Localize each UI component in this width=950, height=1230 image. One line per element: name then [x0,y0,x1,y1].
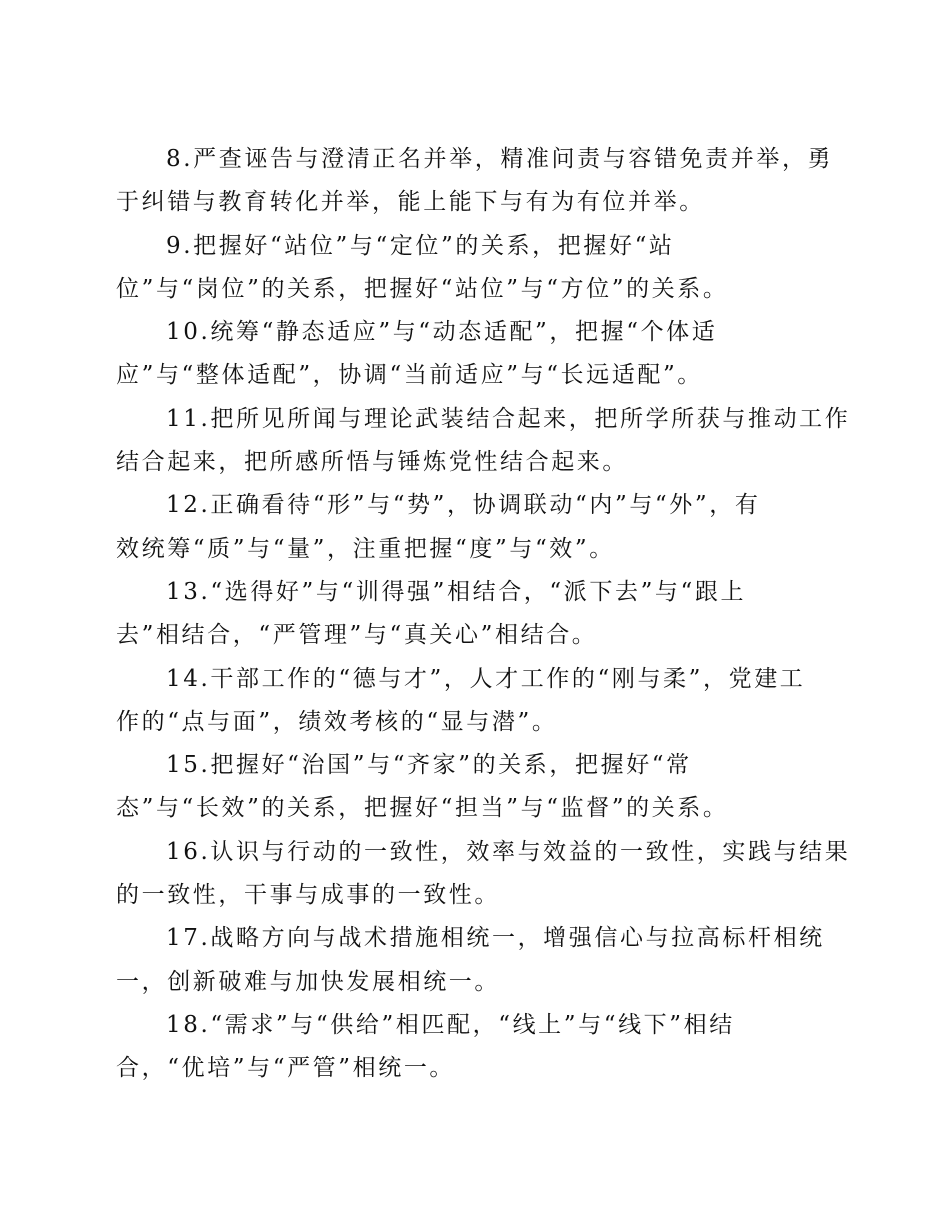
item-12-line-1: 12.正确看待“形”与“势”，协调联动“内”与“外”，有 [166,492,761,519]
item-12-line-2: 效统筹“质”与“量”，注重把握“度”与“效”。 [116,535,615,562]
item-13-line-1: 13.“选得好”与“训得强”相结合，“派下去”与“跟上 [166,578,747,605]
item-8 [116,138,834,225]
item-15 [116,744,828,831]
item-15-line-1: 15.把握好“治国”与“齐家”的关系，把握好“常 [166,752,692,779]
item-16-line-2: 的一致性，干事与成事的一致性。 [116,882,500,909]
item-10-line-2: 应”与“整体适配”，协调“当前适应”与“长远适配”。 [116,362,703,389]
item-8-line-1: 8.严查诬告与澄清正名并举，精准问责与容错免责并举，勇 [166,146,834,172]
document-body [116,138,851,1091]
item-11 [116,398,851,485]
item-17 [116,917,828,1004]
item-8-line-2: 于纠错与教育转化并举，能上能下与有为有位并举。 [116,189,705,216]
item-18 [116,1004,828,1091]
item-17-line-1: 17.战略方向与战术措施相统一，增强信心与拉高标杆相统 [166,925,825,952]
item-16-line-1: 16.认识与行动的一致性，效率与效益的一致性，实践与结果 [166,838,851,865]
item-18-line-2: 合，“优培”与“严管”相统一。 [116,1055,456,1082]
item-14 [116,658,828,745]
item-16 [116,831,851,918]
item-14-line-2: 作的“点与面”，绩效考核的“显与潜”。 [116,708,558,735]
item-11-line-2: 结合起来，把所感所悟与锤炼党性结合起来。 [116,449,628,476]
item-12 [116,484,828,571]
item-13-line-2: 去”相结合，“严管理”与“真关心”相结合。 [116,622,598,649]
item-9 [116,225,828,312]
item-15-line-2: 态”与“长效”的关系，把握好“担当”与“监督”的关系。 [116,795,729,822]
item-13 [116,571,828,658]
item-10-line-1: 10.统筹“静态适应”与“动态适配”，把握“个体适 [166,319,718,346]
item-9-line-2: 位”与“岗位”的关系，把握好“站位”与“方位”的关系。 [116,275,729,302]
item-14-line-1: 14.干部工作的“德与才”，人才工作的“刚与柔”，党建工 [166,665,806,692]
item-11-line-1: 11.把所见所闻与理论武装结合起来，把所学所获与推动工作 [166,405,851,432]
item-17-line-2: 一，创新破难与加快发展相统一。 [116,968,500,995]
item-9-line-1: 9.把握好“站位”与“定位”的关系，把握好“站 [166,232,675,259]
item-10 [116,311,828,398]
item-18-line-1: 18.“需求”与“供给”相匹配，“线上”与“线下”相结 [166,1011,735,1038]
